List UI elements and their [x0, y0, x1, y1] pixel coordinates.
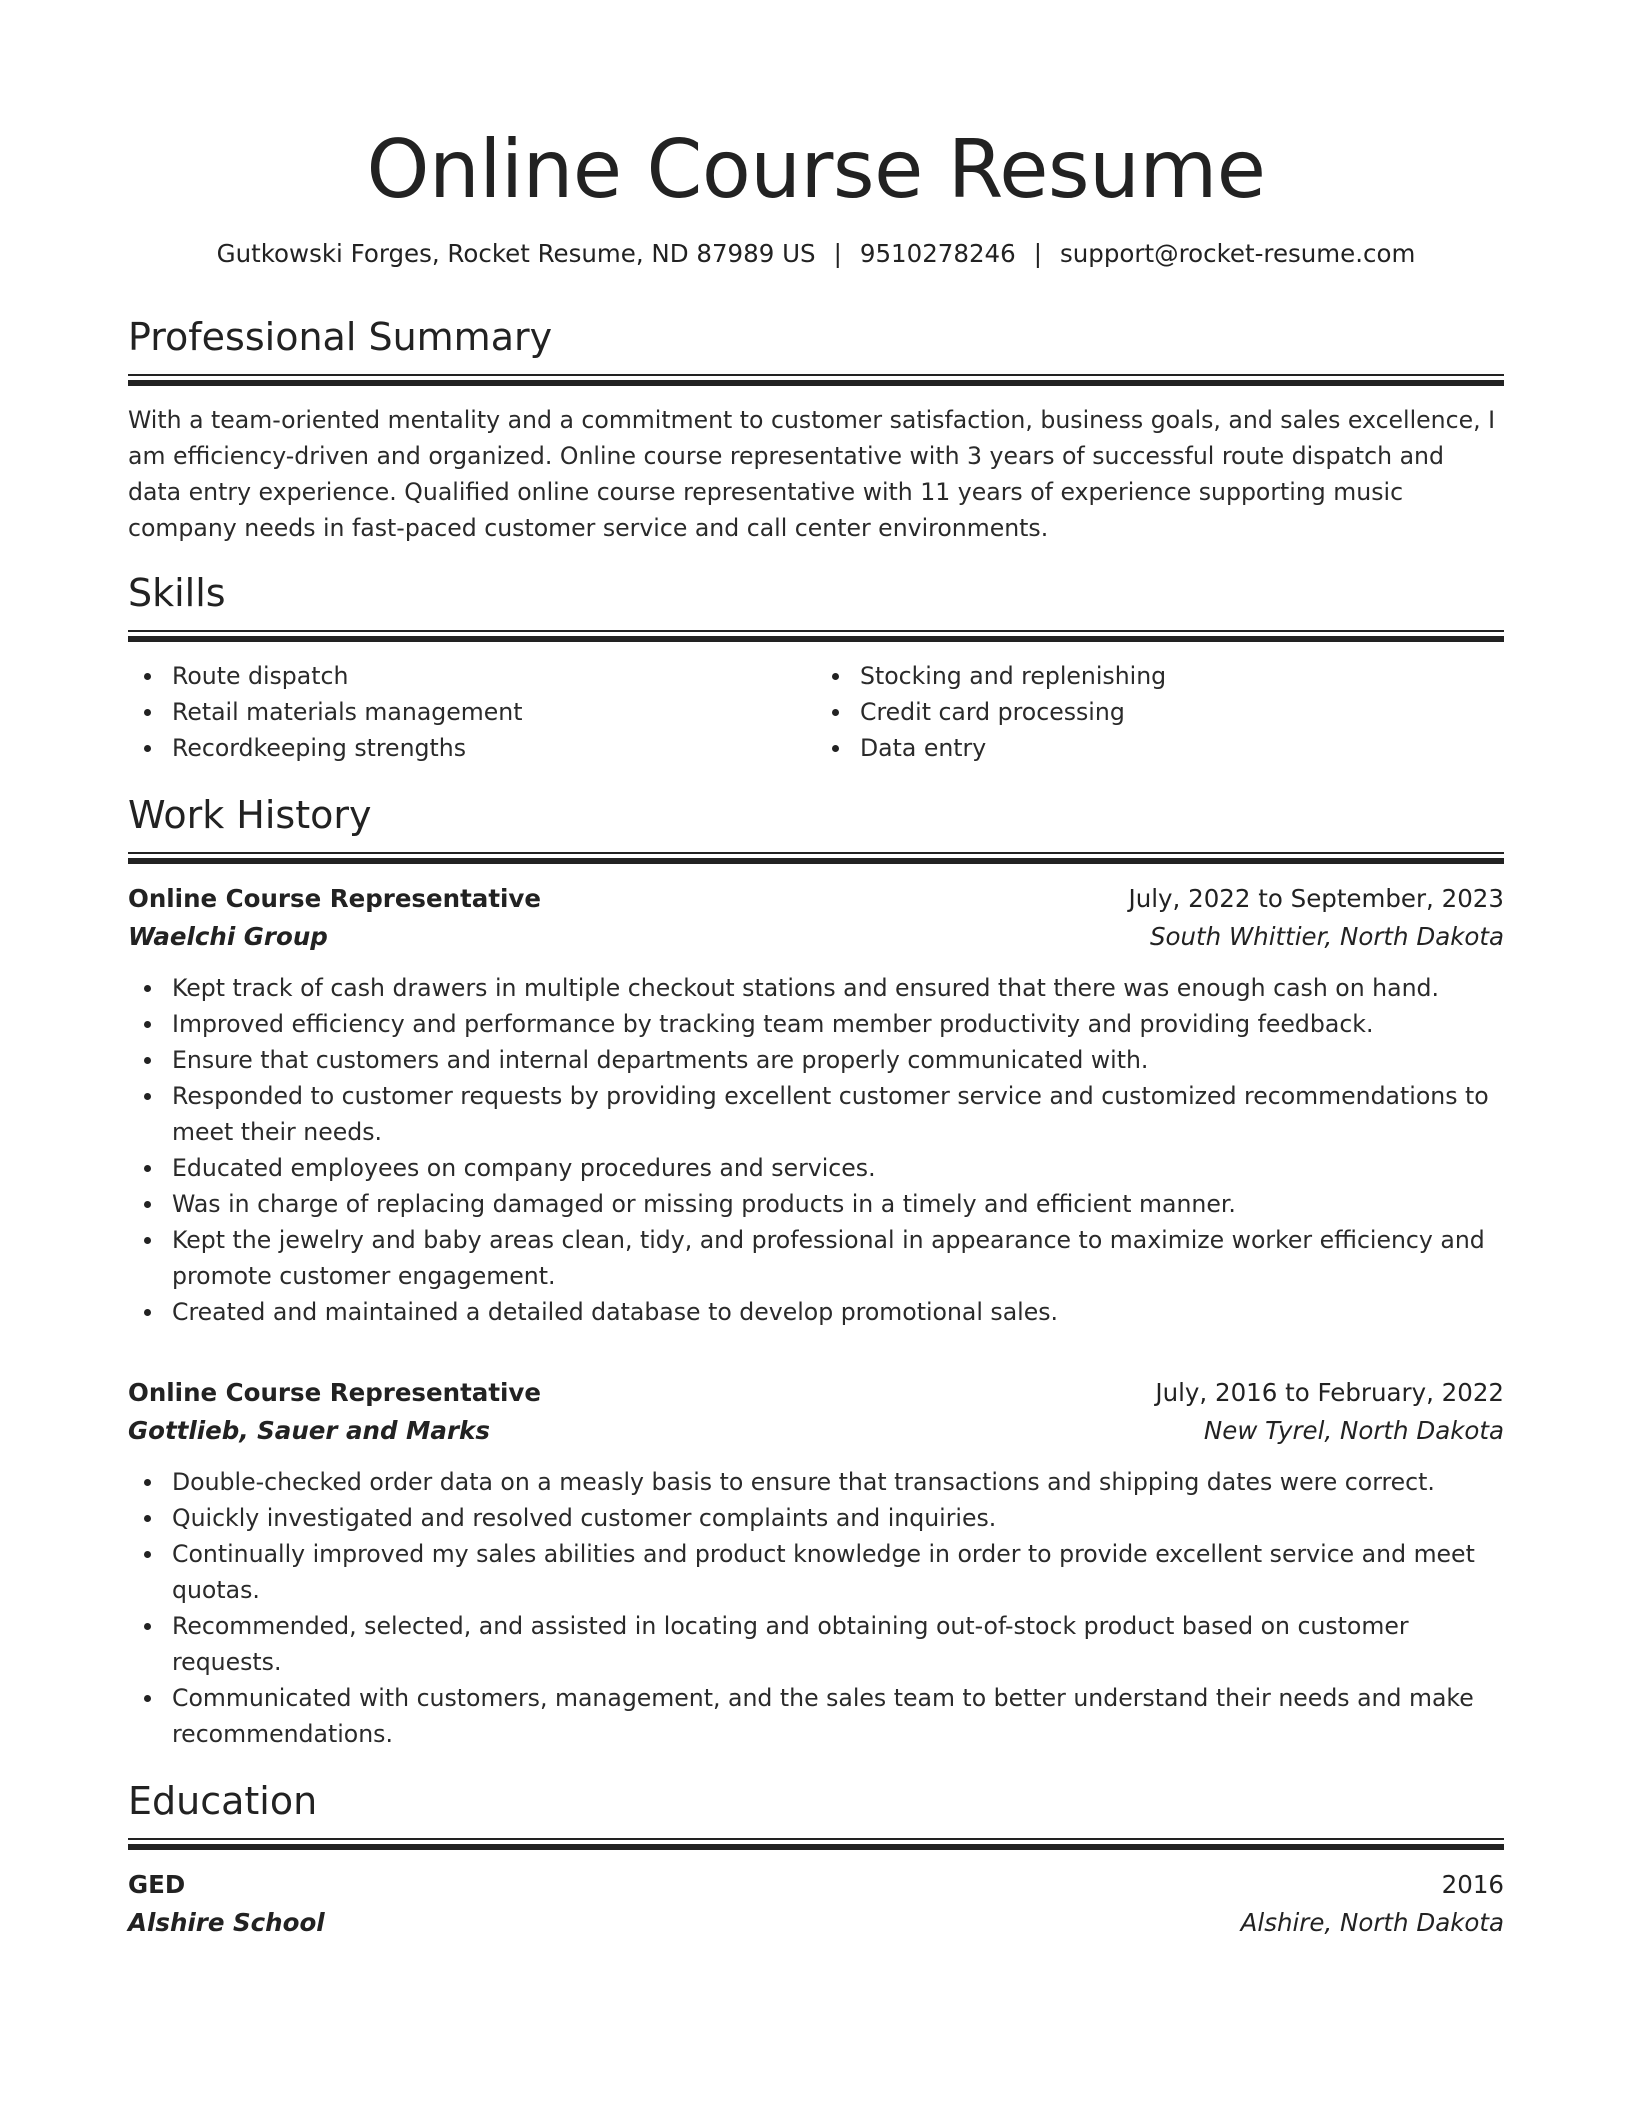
school-location: Alshire, North Dakota: [1240, 1907, 1504, 1937]
job-dates: July, 2022 to September, 2023: [1128, 883, 1504, 913]
employer-name: Gottlieb, Sauer and Marks: [128, 1415, 490, 1445]
graduation-year: 2016: [1441, 1869, 1504, 1899]
resume-title: Online Course Resume: [366, 123, 1266, 216]
duty-item: Quickly investigated and resolved customer complaints and inquiries.: [128, 1500, 1504, 1536]
summary-text: With a team-oriented mentality and a commitment to customer satisfaction, business goals, and sales excellence, I am efficiency-driven and organized. Online course representative with 3 years of successful route dispatch and data entry experience. Qualified online course representative with 11 years of experience supporting music company needs in fast-paced customer service and call center environments.: [128, 406, 1496, 542]
school-name: Alshire School: [128, 1907, 325, 1937]
duty-item: Double-checked order data on a measly basis to ensure that transactions and shipping dates were correct.: [128, 1464, 1504, 1500]
skill-item: Credit card processing: [816, 694, 1504, 730]
skill-item: Stocking and replenishing: [816, 658, 1504, 694]
duty-item: Educated employees on company procedures and services.: [128, 1150, 1504, 1186]
duty-item: Kept track of cash drawers in multiple checkout stations and ensured that there was enough cash on hand.: [128, 970, 1504, 1006]
section-heading-work-history: Work History: [128, 792, 372, 837]
contact-email: support@rocket-resume.com: [1060, 239, 1416, 268]
section-heading-summary: Professional Summary: [128, 315, 553, 359]
duty-item: Improved efficiency and performance by tracking team member productivity and providing feedback.: [128, 1006, 1504, 1042]
section-heading-education: Education: [128, 1778, 318, 1823]
skill-item: Data entry: [816, 730, 1504, 766]
job-dates: July, 2016 to February, 2022: [1155, 1377, 1504, 1407]
section-heading-skills: Skills: [128, 570, 226, 615]
skills-list: [128, 658, 1504, 766]
duty-item: Was in charge of replacing damaged or missing products in a timely and efficient manner.: [128, 1186, 1504, 1222]
summary-section: [128, 314, 1504, 546]
job-location: South Whittier, North Dakota: [1149, 921, 1504, 951]
employer-name: Waelchi Group: [128, 921, 328, 951]
contact-separator: |: [1033, 239, 1043, 268]
skill-item: Recordkeeping strengths: [128, 730, 816, 766]
duty-item: Created and maintained a detailed database to develop promotional sales.: [128, 1294, 1504, 1330]
duty-item: Recommended, selected, and assisted in locating and obtaining out-of-stock product based on customer requests.: [128, 1608, 1504, 1680]
duty-item: Ensure that customers and internal departments are properly communicated with.: [128, 1042, 1504, 1078]
work-history-section: [128, 792, 1504, 1752]
section-divider: [128, 1838, 1504, 1850]
resume-page: [128, 0, 1504, 1942]
contact-phone: 9510278246: [859, 239, 1016, 268]
contact-address: Gutkowski Forges, Rocket Resume, ND 87989 US: [216, 239, 816, 268]
job-entry: [128, 1374, 1504, 1752]
education-section: [128, 1778, 1504, 1942]
job-location: New Tyrel, North Dakota: [1203, 1415, 1504, 1445]
job-title: Online Course Representative: [128, 1377, 542, 1407]
education-entry: [128, 1866, 1504, 1942]
duty-item: Kept the jewelry and baby areas clean, tidy, and professional in appearance to maximize worker efficiency and promote customer engagement.: [128, 1222, 1504, 1294]
job-title: Online Course Representative: [128, 883, 542, 913]
duty-item: Communicated with customers, management, and the sales team to better understand their needs and make recommendations.: [128, 1680, 1504, 1752]
skill-item: Retail materials management: [128, 694, 816, 730]
skill-item: Route dispatch: [128, 658, 816, 694]
skills-column-right: [816, 658, 1504, 766]
skills-column-left: [128, 658, 816, 766]
skills-section: [128, 570, 1504, 766]
duty-item: Responded to customer requests by providing excellent customer service and customized recommendations to meet their needs.: [128, 1078, 1504, 1150]
section-divider: [128, 374, 1504, 386]
section-divider: [128, 852, 1504, 864]
duties-list: [128, 970, 1504, 1330]
contact-line: [128, 238, 1504, 270]
section-divider: [128, 630, 1504, 642]
duty-item: Continually improved my sales abilities and product knowledge in order to provide excellent service and meet quotas.: [128, 1536, 1504, 1608]
contact-separator: |: [833, 239, 842, 268]
degree: GED: [128, 1869, 186, 1899]
duties-list: [128, 1464, 1504, 1752]
job-entry: [128, 880, 1504, 1330]
